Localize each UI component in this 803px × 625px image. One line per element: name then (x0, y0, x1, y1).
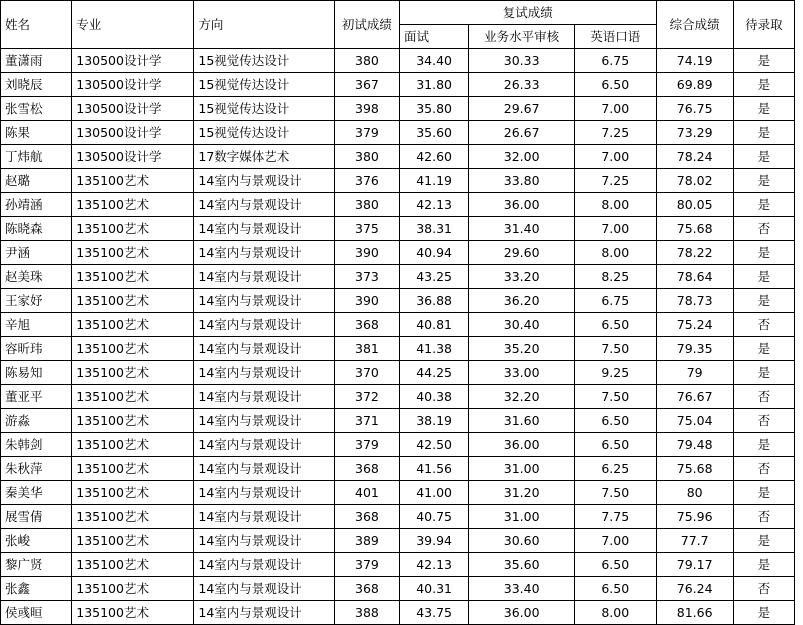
cell-name[interactable]: 陈晓森 (1, 217, 72, 241)
cell-name[interactable]: 王家妤 (1, 289, 72, 313)
table-row (1, 121, 795, 145)
column-header-business: 业务水平审核 (469, 25, 575, 49)
cell-english-oral[interactable]: 7.25 (575, 169, 656, 193)
cell-business[interactable]: 26.67 (469, 121, 575, 145)
cell-interview[interactable]: 38.19 (400, 409, 469, 433)
cell-major[interactable]: 135100艺术 (72, 265, 194, 289)
cell-business[interactable]: 36.00 (469, 193, 575, 217)
cell-first-exam[interactable]: 379 (334, 121, 399, 145)
cell-first-exam[interactable]: 381 (334, 337, 399, 361)
cell-major[interactable]: 130500设计学 (72, 97, 194, 121)
cell-interview[interactable]: 31.80 (400, 73, 469, 97)
cell-total[interactable]: 79.17 (656, 553, 733, 577)
cell-english-oral[interactable]: 8.25 (575, 265, 656, 289)
column-header-second-exam-group: 复试成绩 (400, 1, 657, 25)
cell-name[interactable]: 赵美珠 (1, 265, 72, 289)
cell-name[interactable]: 孙靖涵 (1, 193, 72, 217)
cell-interview[interactable]: 42.13 (400, 193, 469, 217)
cell-english-oral[interactable]: 7.00 (575, 217, 656, 241)
cell-name[interactable]: 刘晓辰 (1, 73, 72, 97)
cell-direction[interactable]: 14室内与景观设计 (194, 217, 334, 241)
cell-business[interactable]: 33.00 (469, 361, 575, 385)
table-row (1, 49, 795, 73)
cell-business[interactable]: 36.00 (469, 433, 575, 457)
cell-major[interactable]: 135100艺术 (72, 337, 194, 361)
cell-english-oral[interactable]: 6.75 (575, 49, 656, 73)
table-row (1, 409, 795, 433)
cell-admitted[interactable]: 是 (733, 193, 794, 217)
cell-first-exam[interactable]: 390 (334, 289, 399, 313)
cell-admitted[interactable]: 是 (733, 529, 794, 553)
cell-business[interactable]: 33.80 (469, 169, 575, 193)
table-row (1, 457, 795, 481)
cell-first-exam[interactable]: 380 (334, 49, 399, 73)
cell-name[interactable]: 张雪松 (1, 97, 72, 121)
cell-interview[interactable]: 43.75 (400, 601, 469, 625)
cell-direction[interactable]: 14室内与景观设计 (194, 553, 334, 577)
cell-direction[interactable]: 15视觉传达设计 (194, 73, 334, 97)
cell-direction[interactable]: 14室内与景观设计 (194, 385, 334, 409)
cell-name[interactable]: 朱秋萍 (1, 457, 72, 481)
cell-total[interactable]: 74.19 (656, 49, 733, 73)
cell-direction[interactable]: 14室内与景观设计 (194, 577, 334, 601)
cell-first-exam[interactable]: 368 (334, 313, 399, 337)
cell-direction[interactable]: 14室内与景观设计 (194, 505, 334, 529)
table-row (1, 289, 795, 313)
cell-interview[interactable]: 40.94 (400, 241, 469, 265)
column-header-major: 专业 (72, 1, 194, 49)
cell-interview[interactable]: 44.25 (400, 361, 469, 385)
cell-first-exam[interactable]: 389 (334, 529, 399, 553)
cell-admitted[interactable]: 是 (733, 73, 794, 97)
cell-interview[interactable]: 40.31 (400, 577, 469, 601)
cell-major[interactable]: 135100艺术 (72, 241, 194, 265)
cell-direction[interactable]: 15视觉传达设计 (194, 97, 334, 121)
cell-total[interactable]: 73.29 (656, 121, 733, 145)
cell-major[interactable]: 130500设计学 (72, 73, 194, 97)
cell-name[interactable]: 秦美华 (1, 481, 72, 505)
cell-admitted[interactable]: 是 (733, 169, 794, 193)
cell-major[interactable]: 135100艺术 (72, 505, 194, 529)
cell-first-exam[interactable]: 367 (334, 73, 399, 97)
cell-direction[interactable]: 14室内与景观设计 (194, 193, 334, 217)
cell-total[interactable]: 79.48 (656, 433, 733, 457)
table-row (1, 505, 795, 529)
cell-english-oral[interactable]: 6.50 (575, 433, 656, 457)
cell-total[interactable]: 75.96 (656, 505, 733, 529)
cell-total[interactable]: 79 (656, 361, 733, 385)
cell-interview[interactable]: 35.60 (400, 121, 469, 145)
cell-total[interactable]: 75.68 (656, 217, 733, 241)
cell-total[interactable]: 69.89 (656, 73, 733, 97)
cell-admitted[interactable]: 是 (733, 601, 794, 625)
column-header-admitted: 待录取 (733, 1, 794, 49)
cell-first-exam[interactable]: 376 (334, 169, 399, 193)
cell-total[interactable]: 81.66 (656, 601, 733, 625)
cell-total[interactable]: 78.64 (656, 265, 733, 289)
cell-total[interactable]: 77.7 (656, 529, 733, 553)
cell-direction[interactable]: 14室内与景观设计 (194, 337, 334, 361)
cell-total[interactable]: 76.75 (656, 97, 733, 121)
column-header-total: 综合成绩 (656, 1, 733, 49)
cell-first-exam[interactable]: 373 (334, 265, 399, 289)
table-row (1, 577, 795, 601)
table-row (1, 529, 795, 553)
cell-major[interactable]: 135100艺术 (72, 289, 194, 313)
cell-first-exam[interactable]: 375 (334, 217, 399, 241)
cell-major[interactable]: 135100艺术 (72, 385, 194, 409)
table-row (1, 433, 795, 457)
cell-business[interactable]: 32.00 (469, 145, 575, 169)
cell-name[interactable]: 尹涵 (1, 241, 72, 265)
cell-direction[interactable]: 14室内与景观设计 (194, 241, 334, 265)
cell-english-oral[interactable]: 6.50 (575, 577, 656, 601)
cell-english-oral[interactable]: 7.75 (575, 505, 656, 529)
cell-english-oral[interactable]: 7.00 (575, 145, 656, 169)
cell-first-exam[interactable]: 380 (334, 193, 399, 217)
cell-first-exam[interactable]: 368 (334, 505, 399, 529)
column-header-interview: 面试 (400, 25, 469, 49)
cell-total[interactable]: 78.02 (656, 169, 733, 193)
cell-major[interactable]: 135100艺术 (72, 409, 194, 433)
cell-major[interactable]: 135100艺术 (72, 457, 194, 481)
cell-business[interactable]: 30.40 (469, 313, 575, 337)
cell-first-exam[interactable]: 388 (334, 601, 399, 625)
cell-interview[interactable]: 41.00 (400, 481, 469, 505)
cell-major[interactable]: 135100艺术 (72, 193, 194, 217)
cell-name[interactable]: 董潇雨 (1, 49, 72, 73)
cell-admitted[interactable]: 否 (733, 577, 794, 601)
cell-english-oral[interactable]: 7.50 (575, 385, 656, 409)
cell-interview[interactable]: 36.88 (400, 289, 469, 313)
cell-name[interactable]: 辛旭 (1, 313, 72, 337)
cell-major[interactable]: 135100艺术 (72, 553, 194, 577)
table-body (1, 49, 795, 625)
table-row (1, 385, 795, 409)
cell-business[interactable]: 32.20 (469, 385, 575, 409)
cell-interview[interactable]: 38.31 (400, 217, 469, 241)
cell-admitted[interactable]: 是 (733, 241, 794, 265)
cell-interview[interactable]: 34.40 (400, 49, 469, 73)
table-row (1, 97, 795, 121)
cell-total[interactable]: 76.67 (656, 385, 733, 409)
cell-english-oral[interactable]: 9.25 (575, 361, 656, 385)
cell-first-exam[interactable]: 379 (334, 553, 399, 577)
cell-major[interactable]: 135100艺术 (72, 601, 194, 625)
cell-direction[interactable]: 14室内与景观设计 (194, 481, 334, 505)
cell-name[interactable]: 陈果 (1, 121, 72, 145)
table-row (1, 145, 795, 169)
cell-business[interactable]: 30.60 (469, 529, 575, 553)
cell-total[interactable]: 75.24 (656, 313, 733, 337)
column-header-name: 姓名 (1, 1, 72, 49)
cell-direction[interactable]: 14室内与景观设计 (194, 457, 334, 481)
cell-business[interactable]: 29.60 (469, 241, 575, 265)
cell-admitted[interactable]: 否 (733, 409, 794, 433)
cell-business[interactable]: 35.60 (469, 553, 575, 577)
cell-first-exam[interactable]: 368 (334, 577, 399, 601)
cell-first-exam[interactable]: 401 (334, 481, 399, 505)
cell-first-exam[interactable]: 379 (334, 433, 399, 457)
cell-major[interactable]: 135100艺术 (72, 313, 194, 337)
cell-interview[interactable]: 41.19 (400, 169, 469, 193)
cell-direction[interactable]: 15视觉传达设计 (194, 121, 334, 145)
cell-business[interactable]: 36.00 (469, 601, 575, 625)
cell-admitted[interactable]: 是 (733, 121, 794, 145)
cell-first-exam[interactable]: 368 (334, 457, 399, 481)
cell-interview[interactable]: 43.25 (400, 265, 469, 289)
table-row (1, 313, 795, 337)
cell-business[interactable]: 29.67 (469, 97, 575, 121)
cell-interview[interactable]: 42.13 (400, 553, 469, 577)
cell-name[interactable]: 展雪倩 (1, 505, 72, 529)
cell-name[interactable]: 黎广贤 (1, 553, 72, 577)
cell-name[interactable]: 董亚平 (1, 385, 72, 409)
cell-interview[interactable]: 35.80 (400, 97, 469, 121)
table-row (1, 601, 795, 625)
cell-name[interactable]: 侯彧晅 (1, 601, 72, 625)
cell-first-exam[interactable]: 398 (334, 97, 399, 121)
cell-first-exam[interactable]: 372 (334, 385, 399, 409)
cell-business[interactable]: 35.20 (469, 337, 575, 361)
column-header-english-oral: 英语口语 (575, 25, 656, 49)
cell-name[interactable]: 丁炜航 (1, 145, 72, 169)
cell-name[interactable]: 陈易知 (1, 361, 72, 385)
cell-interview[interactable]: 39.94 (400, 529, 469, 553)
cell-name[interactable]: 张鑫 (1, 577, 72, 601)
cell-interview[interactable]: 41.38 (400, 337, 469, 361)
cell-major[interactable]: 135100艺术 (72, 481, 194, 505)
cell-direction[interactable]: 14室内与景观设计 (194, 529, 334, 553)
cell-english-oral[interactable]: 6.50 (575, 73, 656, 97)
table-row (1, 193, 795, 217)
cell-name[interactable]: 游淼 (1, 409, 72, 433)
table-row (1, 73, 795, 97)
cell-admitted[interactable]: 否 (733, 385, 794, 409)
cell-business[interactable]: 33.20 (469, 265, 575, 289)
cell-admitted[interactable]: 是 (733, 337, 794, 361)
cell-major[interactable]: 135100艺术 (72, 217, 194, 241)
cell-english-oral[interactable]: 6.50 (575, 553, 656, 577)
cell-english-oral[interactable]: 8.00 (575, 601, 656, 625)
cell-major[interactable]: 130500设计学 (72, 121, 194, 145)
cell-major[interactable]: 135100艺术 (72, 433, 194, 457)
cell-first-exam[interactable]: 390 (334, 241, 399, 265)
cell-major[interactable]: 130500设计学 (72, 145, 194, 169)
cell-interview[interactable]: 40.81 (400, 313, 469, 337)
cell-business[interactable]: 31.60 (469, 409, 575, 433)
cell-interview[interactable]: 42.50 (400, 433, 469, 457)
cell-direction[interactable]: 14室内与景观设计 (194, 361, 334, 385)
cell-total[interactable]: 80 (656, 481, 733, 505)
cell-direction[interactable]: 14室内与景观设计 (194, 433, 334, 457)
cell-english-oral[interactable]: 6.25 (575, 457, 656, 481)
cell-total[interactable]: 78.73 (656, 289, 733, 313)
cell-total[interactable]: 78.22 (656, 241, 733, 265)
cell-name[interactable]: 赵璐 (1, 169, 72, 193)
cell-direction[interactable]: 14室内与景观设计 (194, 601, 334, 625)
cell-direction[interactable]: 15视觉传达设计 (194, 49, 334, 73)
cell-admitted[interactable]: 是 (733, 433, 794, 457)
cell-direction[interactable]: 14室内与景观设计 (194, 289, 334, 313)
cell-business[interactable]: 26.33 (469, 73, 575, 97)
table-header (1, 1, 795, 49)
cell-total[interactable]: 80.05 (656, 193, 733, 217)
cell-english-oral[interactable]: 7.50 (575, 481, 656, 505)
cell-admitted[interactable]: 是 (733, 49, 794, 73)
cell-name[interactable]: 张峻 (1, 529, 72, 553)
column-header-first-exam: 初试成绩 (334, 1, 399, 49)
cell-admitted[interactable]: 是 (733, 289, 794, 313)
cell-total[interactable]: 79.35 (656, 337, 733, 361)
table-row (1, 169, 795, 193)
cell-business[interactable]: 36.20 (469, 289, 575, 313)
cell-major[interactable]: 135100艺术 (72, 577, 194, 601)
header-row-top (1, 1, 795, 25)
cell-english-oral[interactable]: 7.00 (575, 529, 656, 553)
cell-english-oral[interactable]: 7.25 (575, 121, 656, 145)
cell-business[interactable]: 31.00 (469, 505, 575, 529)
cell-interview[interactable]: 41.56 (400, 457, 469, 481)
cell-admitted[interactable]: 否 (733, 217, 794, 241)
cell-business[interactable]: 30.33 (469, 49, 575, 73)
cell-interview[interactable]: 40.38 (400, 385, 469, 409)
cell-english-oral[interactable]: 8.00 (575, 241, 656, 265)
cell-admitted[interactable]: 是 (733, 481, 794, 505)
table-row (1, 553, 795, 577)
cell-name[interactable]: 容昕玮 (1, 337, 72, 361)
cell-direction[interactable]: 14室内与景观设计 (194, 265, 334, 289)
cell-english-oral[interactable]: 6.50 (575, 313, 656, 337)
cell-direction[interactable]: 14室内与景观设计 (194, 409, 334, 433)
cell-direction[interactable]: 14室内与景观设计 (194, 313, 334, 337)
table-row (1, 241, 795, 265)
cell-direction[interactable]: 17数字媒体艺术 (194, 145, 334, 169)
cell-admitted[interactable]: 是 (733, 553, 794, 577)
cell-english-oral[interactable]: 6.75 (575, 289, 656, 313)
cell-admitted[interactable]: 否 (733, 505, 794, 529)
cell-name[interactable]: 朱韩剑 (1, 433, 72, 457)
cell-english-oral[interactable]: 8.00 (575, 193, 656, 217)
cell-major[interactable]: 135100艺术 (72, 361, 194, 385)
cell-major[interactable]: 130500设计学 (72, 49, 194, 73)
table-row (1, 481, 795, 505)
cell-admitted[interactable]: 是 (733, 361, 794, 385)
cell-business[interactable]: 33.40 (469, 577, 575, 601)
table-row (1, 217, 795, 241)
table-row (1, 265, 795, 289)
table-row (1, 337, 795, 361)
cell-interview[interactable]: 42.60 (400, 145, 469, 169)
cell-major[interactable]: 135100艺术 (72, 169, 194, 193)
cell-first-exam[interactable]: 370 (334, 361, 399, 385)
cell-english-oral[interactable]: 7.50 (575, 337, 656, 361)
cell-direction[interactable]: 14室内与景观设计 (194, 169, 334, 193)
cell-admitted[interactable]: 是 (733, 145, 794, 169)
cell-admitted[interactable]: 否 (733, 313, 794, 337)
table-row (1, 361, 795, 385)
cell-english-oral[interactable]: 6.50 (575, 409, 656, 433)
cell-first-exam[interactable]: 380 (334, 145, 399, 169)
cell-business[interactable]: 31.40 (469, 217, 575, 241)
cell-total[interactable]: 75.04 (656, 409, 733, 433)
cell-business[interactable]: 31.20 (469, 481, 575, 505)
cell-total[interactable]: 76.24 (656, 577, 733, 601)
cell-first-exam[interactable]: 371 (334, 409, 399, 433)
cell-interview[interactable]: 40.75 (400, 505, 469, 529)
cell-admitted[interactable]: 否 (733, 457, 794, 481)
cell-business[interactable]: 31.00 (469, 457, 575, 481)
cell-major[interactable]: 135100艺术 (72, 529, 194, 553)
cell-english-oral[interactable]: 7.00 (575, 97, 656, 121)
cell-total[interactable]: 75.68 (656, 457, 733, 481)
column-header-direction: 方向 (194, 1, 334, 49)
cell-admitted[interactable]: 是 (733, 97, 794, 121)
cell-admitted[interactable]: 是 (733, 265, 794, 289)
cell-total[interactable]: 78.24 (656, 145, 733, 169)
